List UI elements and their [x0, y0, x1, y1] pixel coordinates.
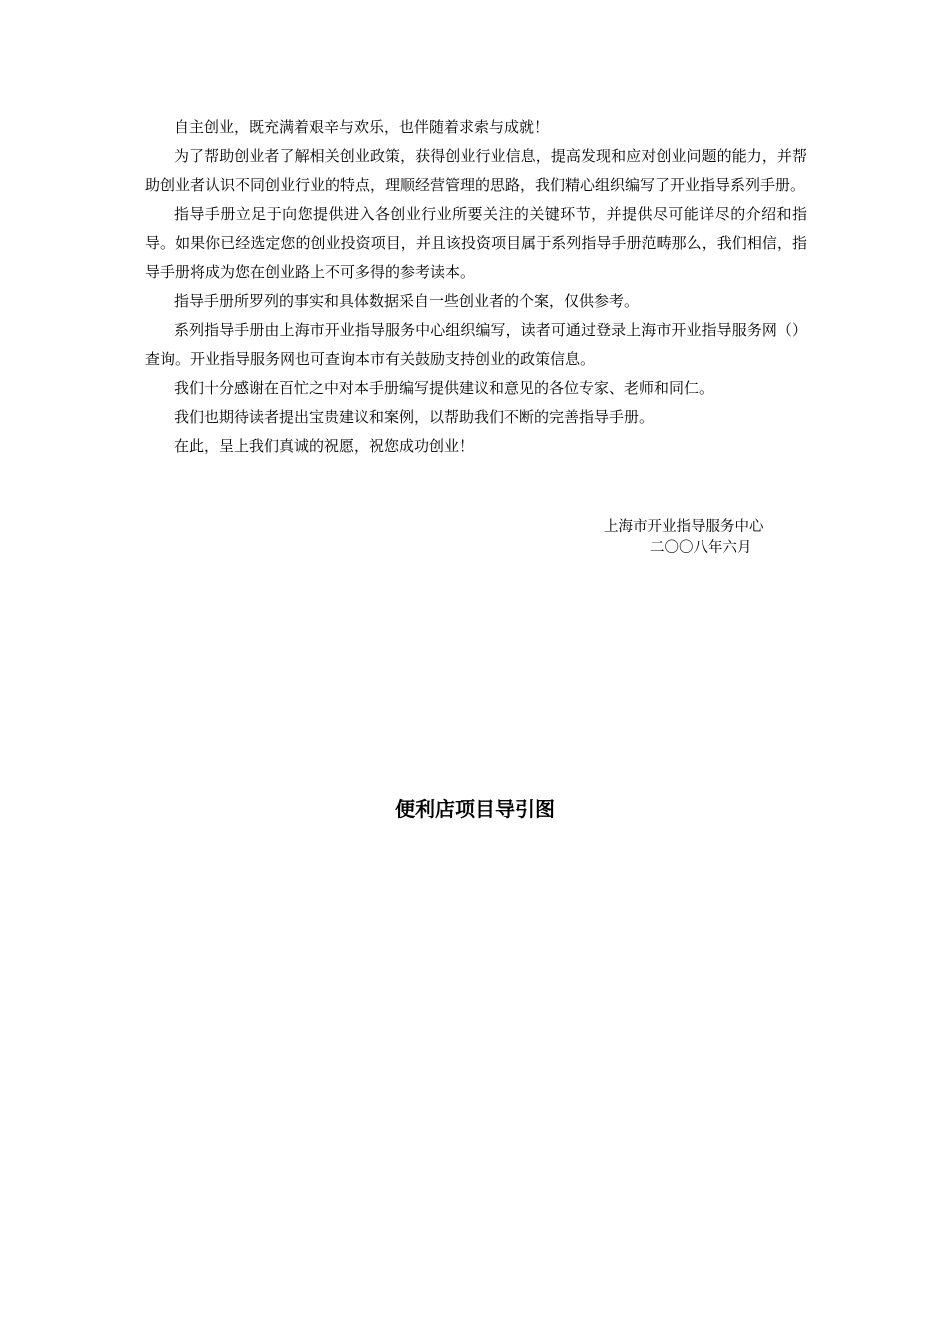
- preface-paragraph-6: 我们十分感谢在百忙之中对本手册编写提供建议和意见的各位专家、老师和同仁。: [174, 379, 715, 397]
- preface-paragraph-2: 为了帮助创业者了解相关创业政策，获得创业行业信息，提高发现和应对创业问题的能力，并帮助创业者认识不同创业行业的特点，理顺经营管理的思路，我们精心组织编写了开业指导系列手册。: [145, 147, 807, 194]
- preface-paragraph-5: 系列指导手册由上海市开业指导服务中心组织编写，读者可通过登录上海市开业指导服务网（）查询。开业指导服务网也可查询本市有关鼓励支持创业的政策信息。: [145, 321, 807, 368]
- preface-paragraph-7: 我们也期待读者提出宝贵建议和案例，以帮助我们不断的完善指导手册。: [174, 408, 655, 426]
- preface-paragraph-4: 指导手册所罗列的事实和具体数据采自一些创业者的个案，仅供参考。: [174, 292, 640, 310]
- signature-organization: 上海市开业指导服务中心: [604, 519, 764, 535]
- signature-date: 二〇〇八年六月: [650, 540, 752, 556]
- preface-paragraph-8: 在此，呈上我们真诚的祝愿，祝您成功创业！: [174, 437, 475, 455]
- preface-paragraph-3: 指导手册立足于向您提供进入各创业行业所要关注的关键环节，并提供尽可能详尽的介绍和指导。如果你已经选定您的创业投资项目，并且该投资项目属于系列指导手册范畴那么，我们相信，指导手册将成为您在创业路上不可多得的参考读本。: [145, 205, 807, 281]
- preface-body: [145, 113, 807, 461]
- preface-paragraph-1: 自主创业，既充满着艰辛与欢乐，也伴随着求索与成就！: [174, 118, 550, 136]
- section-title: 便利店项目导引图: [395, 797, 555, 821]
